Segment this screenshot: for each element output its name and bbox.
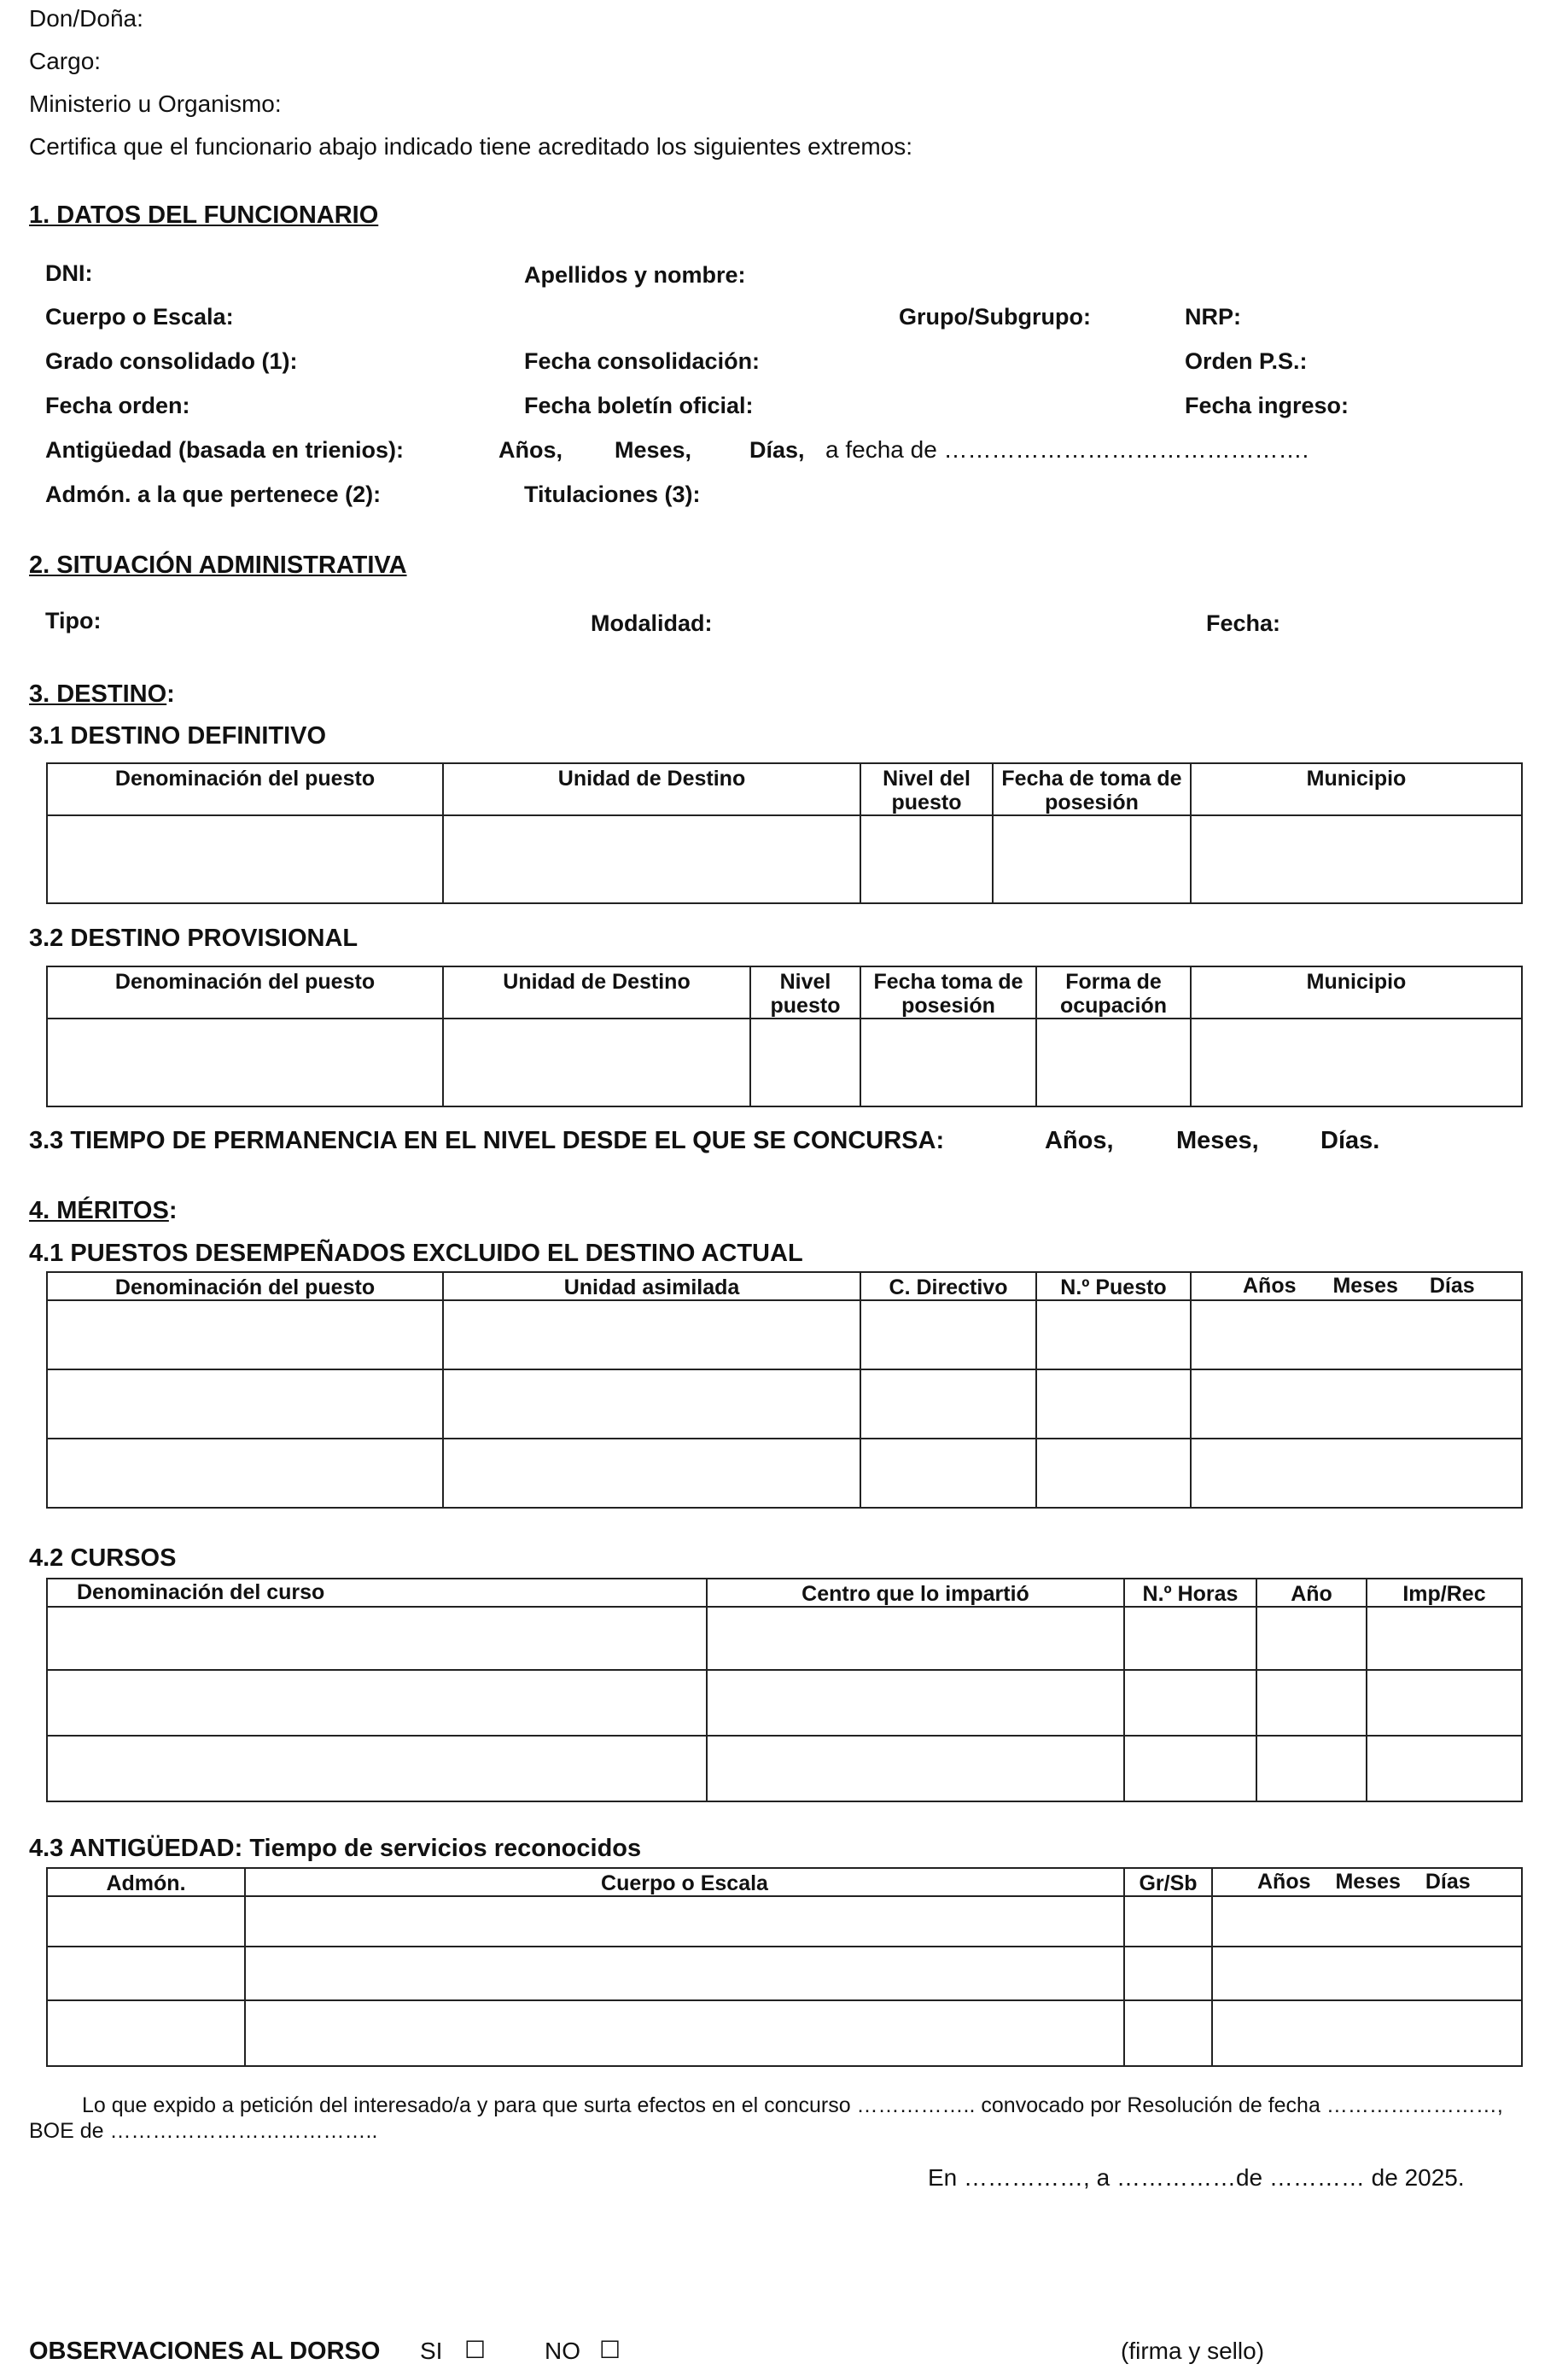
table-row — [47, 1896, 1522, 1947]
section-2-title: 2. SITUACIÓN ADMINISTRATIVA — [29, 552, 407, 579]
table-row — [47, 1947, 1522, 2000]
antiguedad-title: 4.3 ANTIGÜEDAD: Tiempo de servicios reconocidos — [29, 1835, 642, 1862]
nrp-label: NRP: — [1185, 304, 1241, 330]
puestos-header-dias: Días — [1429, 1274, 1475, 1298]
observaciones-no-label: NO — [545, 2338, 580, 2364]
permanencia-meses: Meses, — [1176, 1127, 1259, 1154]
prov-header-fecha-toma: Fecha toma de posesión — [860, 966, 1036, 1019]
firma-sello-label: (firma y sello) — [1121, 2338, 1265, 2364]
grupo-label: Grupo/Subgrupo: — [899, 304, 1091, 330]
cargo-label: Cargo: — [29, 48, 102, 74]
antiguedad-table — [46, 1867, 1523, 2067]
prov-cell[interactable] — [860, 1019, 1036, 1106]
def-header-nivel: Nivel del puesto — [860, 763, 993, 815]
def-header-municipio: Municipio — [1191, 763, 1522, 815]
table-row — [47, 2000, 1522, 2066]
admon-pertenece-label: Admón. a la que pertenece (2): — [45, 482, 382, 507]
def-cell[interactable] — [1191, 815, 1522, 903]
puestos-header-meses: Meses — [1332, 1274, 1398, 1298]
permanencia-anos: Años, — [1045, 1127, 1114, 1154]
table-row — [47, 1300, 1522, 1369]
section-1-title: 1. DATOS DEL FUNCIONARIO — [29, 201, 379, 229]
lugar-fecha-text: En ……………, a ……………de ………… de 2025. — [928, 2164, 1465, 2191]
def-cell[interactable] — [443, 815, 860, 903]
table-row — [47, 815, 1522, 903]
observaciones-si-label: SI — [420, 2338, 443, 2364]
prov-cell[interactable] — [47, 1019, 443, 1106]
section-4-title — [29, 1197, 178, 1225]
certifica-text: Certifica que el funcionario abajo indicado tiene acreditado los siguientes extremos: — [29, 133, 913, 160]
prov-header-denominacion: Denominación del puesto — [47, 966, 443, 1019]
section-3-title — [29, 680, 175, 709]
permanencia-title: 3.3 TIEMPO DE PERMANENCIA EN EL NIVEL DESDE EL QUE SE CONCURSA: — [29, 1127, 945, 1154]
antig-header-grsb: Gr/Sb — [1124, 1868, 1212, 1896]
cursos-header-ano: Año — [1256, 1579, 1367, 1607]
prov-header-forma: Forma de ocupación — [1036, 966, 1191, 1019]
puestos-header-denominacion: Denominación del puesto — [47, 1272, 443, 1300]
antiguedad-dias-label: Días, — [749, 437, 805, 463]
tipo-label: Tipo: — [45, 608, 102, 633]
destino-provisional-table — [46, 966, 1523, 1107]
permanencia-dias: Días. — [1320, 1127, 1380, 1154]
section-3-title-text: 3. DESTINO — [29, 680, 167, 708]
puestos-title: 4.1 PUESTOS DESEMPEÑADOS EXCLUIDO EL DESTINO ACTUAL — [29, 1240, 803, 1267]
antiguedad-label: Antigüedad (basada en trienios): — [45, 437, 405, 463]
section-4-title-text: 4. MÉRITOS — [29, 1197, 169, 1224]
fecha-orden-label: Fecha orden: — [45, 393, 190, 418]
antig-header-dias: Días — [1425, 1870, 1471, 1894]
antig-header-admon: Admón. — [47, 1868, 245, 1896]
expido-text-line-2: BOE de ……………………………….. — [29, 2119, 378, 2143]
puestos-header-anos: Años — [1243, 1274, 1297, 1298]
cursos-title: 4.2 CURSOS — [29, 1544, 177, 1572]
section-3-colon: : — [166, 680, 175, 708]
antiguedad-anos-label: Años, — [498, 437, 563, 463]
table-row — [47, 1670, 1522, 1736]
def-header-denominacion: Denominación del puesto — [47, 763, 443, 815]
antig-header-anos: Años — [1257, 1870, 1311, 1894]
prov-cell[interactable] — [750, 1019, 860, 1106]
a-fecha-de-text: a fecha de ………………………………………. — [825, 436, 1309, 463]
cursos-header-imprec: Imp/Rec — [1367, 1579, 1522, 1607]
puestos-table — [46, 1271, 1523, 1509]
observaciones-label: OBSERVACIONES AL DORSO — [29, 2338, 381, 2365]
cursos-header-centro: Centro que lo impartió — [707, 1579, 1124, 1607]
destino-definitivo-table — [46, 762, 1523, 904]
puestos-header-directivo: C. Directivo — [860, 1272, 1036, 1300]
prov-cell[interactable] — [1191, 1019, 1522, 1106]
antig-header-meses: Meses — [1335, 1870, 1401, 1894]
observaciones-si-checkbox[interactable]: ☐ — [464, 2337, 487, 2363]
fecha-boletin-label: Fecha boletín oficial: — [524, 393, 754, 418]
grado-label: Grado consolidado (1): — [45, 348, 298, 374]
def-cell[interactable] — [860, 815, 993, 903]
observaciones-no-checkbox[interactable]: ☐ — [599, 2337, 621, 2363]
prov-cell[interactable] — [1036, 1019, 1191, 1106]
orden-ps-label: Orden P.S.: — [1185, 348, 1308, 374]
puestos-header-numero: N.º Puesto — [1036, 1272, 1191, 1300]
cursos-header-denominacion: Denominación del curso — [47, 1579, 707, 1607]
prov-header-nivel: Nivel puesto — [750, 966, 860, 1019]
cursos-table — [46, 1578, 1523, 1802]
ministerio-label: Ministerio u Organismo: — [29, 90, 282, 117]
prov-header-unidad: Unidad de Destino — [443, 966, 750, 1019]
prov-header-municipio: Municipio — [1191, 966, 1522, 1019]
modalidad-label: Modalidad: — [591, 610, 713, 636]
table-row — [47, 1369, 1522, 1439]
titulaciones-label: Titulaciones (3): — [524, 482, 701, 507]
destino-provisional-title: 3.2 DESTINO PROVISIONAL — [29, 925, 358, 952]
table-row — [47, 1019, 1522, 1106]
puestos-header-unidad: Unidad asimilada — [443, 1272, 860, 1300]
antiguedad-meses-label: Meses, — [615, 437, 692, 463]
antig-header-cuerpo: Cuerpo o Escala — [245, 1868, 1124, 1896]
fecha-situacion-label: Fecha: — [1206, 610, 1281, 636]
cuerpo-label: Cuerpo o Escala: — [45, 304, 234, 330]
table-row — [47, 1439, 1522, 1508]
destino-definitivo-title: 3.1 DESTINO DEFINITIVO — [29, 722, 327, 750]
fecha-consolidacion-label: Fecha consolidación: — [524, 348, 761, 374]
apellidos-label: Apellidos y nombre: — [524, 262, 746, 288]
section-4-colon: : — [168, 1197, 178, 1224]
don-dona-label: Don/Doña: — [29, 5, 143, 32]
prov-cell[interactable] — [443, 1019, 750, 1106]
expido-text-line-1: Lo que expido a petición del interesado/a y para que surta efectos en el concurso …………….. convocado por Resolución de fecha ……………………, — [82, 2093, 1503, 2117]
cursos-header-horas: N.º Horas — [1124, 1579, 1256, 1607]
def-header-fecha-toma: Fecha de toma de posesión — [993, 763, 1191, 815]
table-row — [47, 1607, 1522, 1670]
def-header-unidad: Unidad de Destino — [443, 763, 860, 815]
def-cell[interactable] — [47, 815, 443, 903]
puestos-header-tiempo — [1191, 1272, 1522, 1300]
table-row — [47, 1736, 1522, 1801]
def-cell[interactable] — [993, 815, 1191, 903]
antig-header-tiempo — [1212, 1868, 1522, 1896]
fecha-ingreso-label: Fecha ingreso: — [1185, 393, 1349, 418]
dni-label: DNI: — [45, 260, 93, 286]
